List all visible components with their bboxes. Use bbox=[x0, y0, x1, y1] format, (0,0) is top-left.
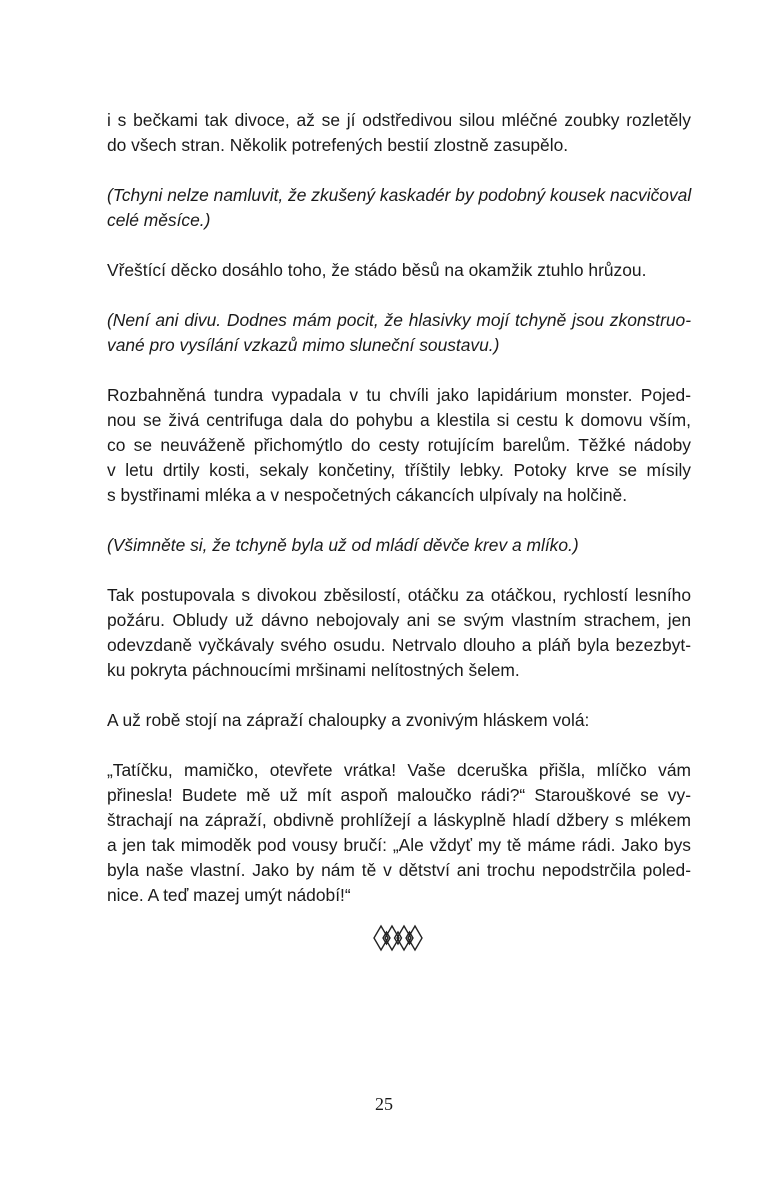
paragraph-2-aside bbox=[107, 183, 691, 233]
text-line: s bystřinami mléka a v nespočetných cákancích ulpívaly na holčině. bbox=[107, 485, 628, 505]
text-line: nice. A teď mazej umýt nádobí!“ bbox=[107, 885, 351, 905]
text-line: štrachají na zápraží, obdivně prohlížejí a láskyplně hladí džbery s mlékem bbox=[107, 810, 691, 830]
text-line: i s bečkami tak divoce, až se jí odstředivou silou mléčné zoubky rozletěly bbox=[107, 110, 691, 130]
text-line: ku pokryta páchnoucími mršinami nelítostných šelem. bbox=[107, 660, 520, 680]
text-line: a jen tak mimoděk pod vousy bručí: „Ale vždyť my tě máme rádi. Jako bys bbox=[107, 835, 691, 855]
text-line: nou se živá centrifuga dala do pohybu a klestila si cestu k domovu vším, bbox=[107, 410, 691, 430]
text-line: „Tatíčku, mamičko, otevřete vrátka! Vaše dceruška přišla, mlíčko vám bbox=[107, 760, 691, 780]
text-line: přinesla! Budete mě už mít aspoň maloučko rádi?“ Starouškové se vy- bbox=[107, 785, 691, 805]
text-line: A už robě stojí na zápraží chaloupky a zvonivým hláskem volá: bbox=[107, 710, 590, 730]
page-number: 25 bbox=[375, 1094, 393, 1114]
text-line: (Všimněte si, že tchyně byla už od mládí děvče krev a mlíko.) bbox=[107, 535, 579, 555]
text-line: (Tchyni nelze namluvit, že zkušený kaskadér by podobný kousek nacvičoval bbox=[107, 185, 692, 205]
diamond-lattice-ornament-icon bbox=[373, 923, 423, 953]
paragraph-5 bbox=[107, 383, 691, 508]
paragraph-4-aside bbox=[107, 308, 691, 358]
text-line: odevzdaně vyčkávaly svého osudu. Netrvalo dlouho a pláň byla bezezbyt- bbox=[107, 635, 691, 655]
text-line: Tak postupovala s divokou zběsilostí, otáčku za otáčkou, rychlostí lesního bbox=[107, 585, 691, 605]
text-line: (Není ani divu. Dodnes mám pocit, že hlasivky mojí tchyně jsou zkonstruo- bbox=[107, 310, 691, 330]
paragraph-7 bbox=[107, 583, 691, 683]
text-line: celé měsíce.) bbox=[107, 210, 211, 230]
paragraph-1 bbox=[107, 108, 691, 158]
text-line: vané pro vysílání vzkazů mimo sluneční soustavu.) bbox=[107, 335, 500, 355]
text-line: do všech stran. Několik potrefených bestií zlostně zasupělo. bbox=[107, 135, 569, 155]
paragraph-9 bbox=[107, 758, 691, 908]
paragraph-3 bbox=[107, 258, 691, 283]
text-line: byla naše vlastní. Jako by nám tě v dětství ani trochu nepodstrčila poled- bbox=[107, 860, 691, 880]
text-line: co se neuváženě přichomýtlo do cesty rotujícím barelům. Těžké nádoby bbox=[107, 435, 691, 455]
text-line: Vřeštící děcko dosáhlo toho, že stádo běsů na okamžik ztuhlo hrůzou. bbox=[107, 260, 647, 280]
paragraph-6-aside bbox=[107, 533, 691, 558]
text-line: požáru. Obludy už dávno nebojovaly ani se svým vlastním strachem, jen bbox=[107, 610, 691, 630]
paragraph-8 bbox=[107, 708, 691, 733]
text-line: Rozbahněná tundra vypadala v tu chvíli jako lapidárium monster. Pojed- bbox=[107, 385, 691, 405]
text-line: v letu drtily kosti, sekaly končetiny, tříštily lebky. Potoky krve se mísily bbox=[107, 460, 691, 480]
